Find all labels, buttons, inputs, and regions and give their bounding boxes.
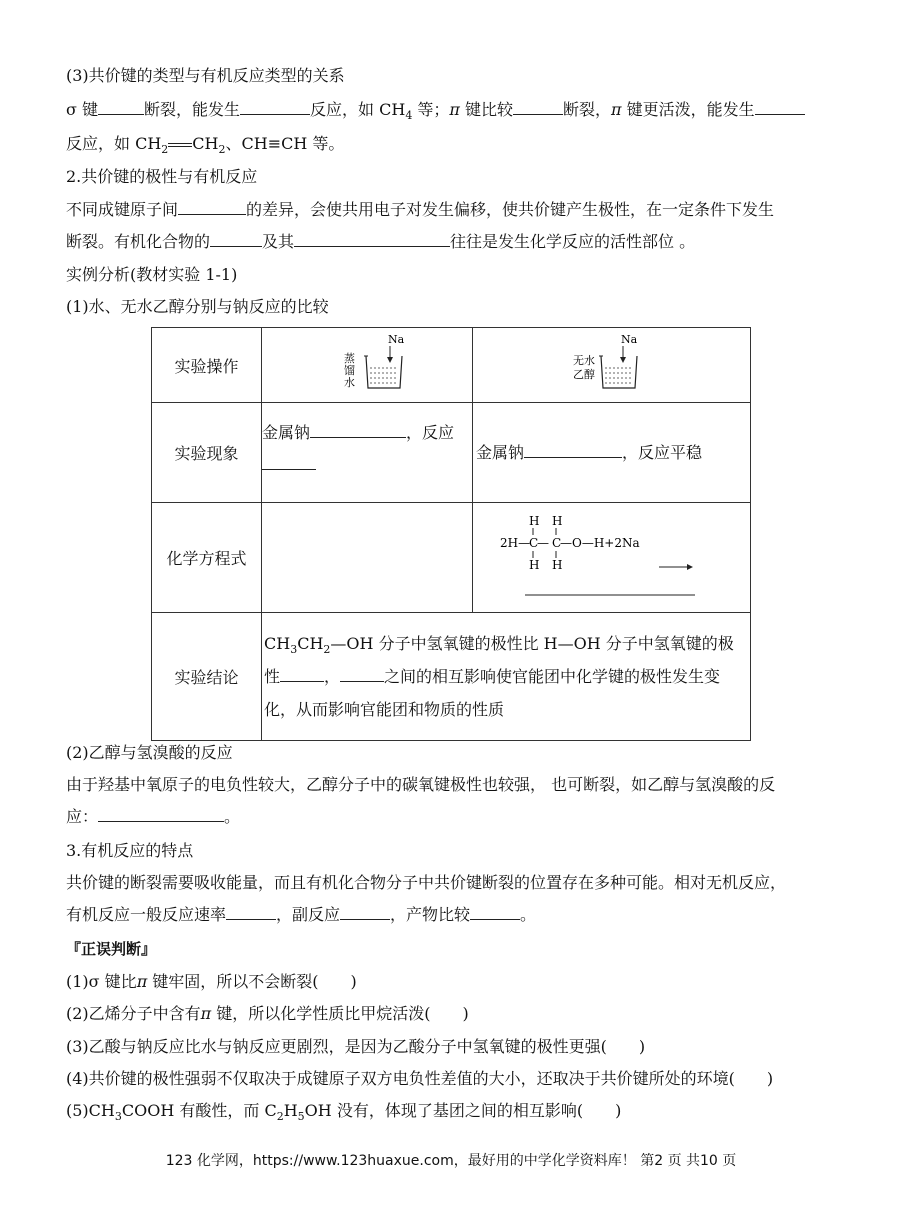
blank [755,100,805,115]
beaker-label-char: 乙醇 [573,368,595,381]
double-bond-icon [168,137,192,153]
judge-item-1: (1)σ 键比π 键牢固，所以不会断裂( ) [66,972,357,991]
svg-text:H: H [552,558,563,572]
page-footer: 123 化学网，https://www.123huaxue.com，最好用的中学化学资料库！ 第2 页 共10 页 [165,1153,737,1169]
blank [98,100,144,115]
blank [340,905,390,920]
polar-line2: 断裂。有机化合物的 及其 往往是发生化学反应的活性部位 。 [66,232,696,251]
phenomenon-water-cell: 金属钠 ，反应 [262,403,473,503]
blank [226,905,276,920]
table-row [152,503,751,613]
blank [262,455,316,470]
equation-ethanol-cell [473,503,751,613]
row-label-conclusion: 实验结论 [152,613,262,741]
judge-item-2: (2)乙烯分子中含有π 键，所以化学性质比甲烷活泼( ) [66,1004,469,1023]
blank [178,200,246,215]
section3-line2: 反应，如 $CH_2$ $CH_2$、CH≡CH 等。 [66,134,345,157]
section3-heading: (3)共价键的类型与有机反应类型的关系 [66,66,345,85]
beaker-water-icon [342,332,432,394]
judge-item-5: $(5)CH_3COOH$ 有酸性，而 $C_2H_5OH$ 没有，体现了基团之间的相互影响( ) [66,1101,622,1124]
hbr-line1: 由于羟基中氧原子的电负性较大，乙醇分子中的碳氧键极性也较强， 也可断裂，如乙醇与氢溴酸的反 [66,775,776,794]
svg-text:H: H [529,558,540,572]
section3-line1: σ 键 断裂，能发生 反应，如 $CH_4$ 等；π 键比较 断裂，π 键更活泼，能发生 [66,100,805,120]
beaker-ethanol-icon [573,332,673,394]
hbr-heading: (2)乙醇与氢溴酸的反应 [66,743,233,762]
feature-line2: 有机反应一般反应速率 ，副反应 ，产物比较 。 [66,905,537,924]
na-label: Na [621,333,638,346]
blank [470,905,520,920]
row-label-operation: 实验操作 [152,328,262,403]
blank [240,100,310,115]
blank [280,667,324,682]
svg-text:—O—H+2Na: —O—H+2Na [560,536,640,550]
conclusion-line1: $CH_3CH_2—OH$ 分子中氢氧键的极性比 H—OH 分子中氢氧键的极 [264,634,734,657]
na-label: Na [388,333,405,346]
equation-water-cell [262,503,473,613]
blank [98,807,224,822]
judge-heading: 『正误判断』 [66,940,157,958]
blank [310,423,406,438]
beaker-ethanol-cell [473,328,751,403]
table-row [152,613,751,741]
blank [294,232,450,247]
svg-text:C: C [552,536,562,550]
beaker-label-char: 无水 [573,354,595,367]
polar-line1: 不同成键原子间 的差异，会使共用电子对发生偏移，使共价键产生极性，在一定条件下发生 [66,200,775,219]
phenomenon-ethanol-cell: 金属钠 ，反应平稳 [473,403,751,503]
hbr-line2: 应： 。 [66,807,241,826]
beaker-water-cell [262,328,473,403]
subsection1-heading: (1)水、无水乙醇分别与钠反应的比较 [66,297,329,316]
conclusion-cell [262,613,751,741]
ethanol-structure-formula [500,511,703,603]
feature-heading: 3.有机反应的特点 [66,841,194,860]
feature-line1: 共价键的断裂需要吸收能量，而且有机化合物分子中共价键断裂的位置存在多种可能。相对无机反应， [66,873,787,892]
svg-text:C: C [529,536,539,550]
judge-item-4: (4)共价键的极性强弱不仅取决于成键原子双方电负性差值的大小，还取决于共价键所处的环境( ) [66,1069,774,1088]
blank [513,100,563,115]
table-row [152,403,751,503]
svg-text:—: — [537,536,549,550]
conclusion-line3: 化，从而影响官能团和物质的性质 [264,700,505,719]
polar-heading: 2.共价键的极性与有机反应 [66,167,258,186]
table-row [152,328,751,403]
beaker-label-char: 水 [344,376,355,389]
svg-text:2H—: 2H— [500,536,531,550]
row-label-phenomenon: 实验现象 [152,403,262,503]
beaker-label-char: 蒸 [344,352,355,365]
blank [210,232,262,247]
experiment-table [151,327,751,741]
beaker-label-char: 馏 [344,364,355,377]
svg-text:H: H [529,514,540,528]
blank [524,443,622,458]
row-label-equation: 化学方程式 [152,503,262,613]
example-label: 实例分析(教材实验 1-1) [66,265,238,284]
svg-text:H: H [552,514,563,528]
judge-item-3: (3)乙酸与钠反应比水与钠反应更剧烈，是因为乙酸分子中氢氧键的极性更强( ) [66,1037,646,1056]
blank [340,667,384,682]
conclusion-line2: 性 ， 之间的相互影响使官能团中化学键的极性发生变 [264,667,721,686]
